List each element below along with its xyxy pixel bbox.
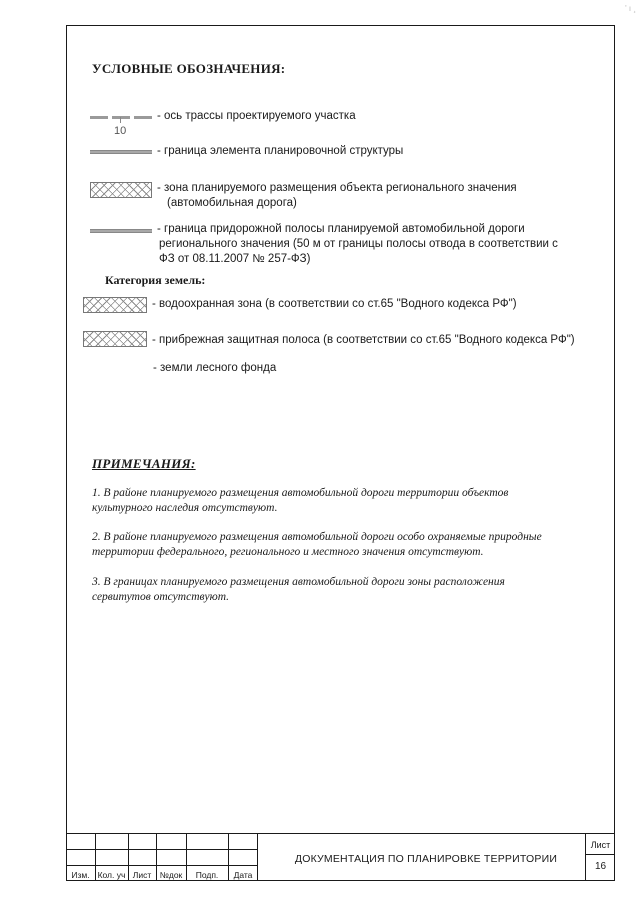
legend-axis-label: 10 [114, 125, 127, 137]
legend-item-placement-zone-line2: (автомобильная дорога) [167, 197, 297, 209]
land-categories-title: Категория земель: [105, 273, 206, 287]
corner-mark: ' ı ¸ [625, 4, 636, 13]
legend-item-axis: - ось трассы проектируемого участка [157, 110, 356, 122]
legend-item-forest-land: - земли лесного фонда [153, 362, 277, 374]
legend-item-boundary: - граница элемента планировочной структуры [157, 145, 404, 157]
title-block-col-podp: Подп. [195, 870, 219, 880]
notes-title: ПРИМЕЧАНИЯ: [92, 456, 196, 471]
title-block-col-list: Лист [132, 870, 152, 880]
note-2 [92, 530, 612, 560]
document-title: ДОКУМЕНТАЦИЯ ПО ПЛАНИРОВКЕ ТЕРРИТОРИИ [294, 853, 558, 865]
title-block-col-izm: Изм. [71, 870, 90, 880]
note-1-line1: 1. В районе планируемого размещения автомобильной дороги территории объектов [92, 487, 509, 499]
legend-item-placement-zone-line1: - зона планируемого размещения объекта регионального значения [157, 182, 517, 194]
legend-symbol-boundary [90, 150, 152, 154]
note-2-line2: территории федерального, регионального и местного значения отсутствуют. [92, 546, 484, 558]
sheet-label: Лист [590, 840, 611, 850]
sheet-box [585, 834, 615, 881]
sheet-number: 16 [594, 861, 607, 872]
title-block-col-ndok: №док [159, 870, 183, 880]
legend-symbol-roadside-boundary [90, 229, 152, 233]
note-1-line2: культурного наследия отсутствуют. [92, 502, 278, 514]
note-3-line2: сервитутов отсутствуют. [92, 591, 230, 603]
note-1 [92, 486, 612, 516]
legend-item-roadside-line3: ФЗ от 08.11.2007 № 257-ФЗ) [159, 253, 311, 265]
title-block-col-kol: Кол. уч [97, 870, 126, 880]
legend-symbol-axis [90, 114, 152, 138]
legend-item-roadside-line1: - граница придорожной полосы планируемой автомобильной дороги [157, 223, 525, 235]
legend-symbol-coastal-strip [83, 331, 147, 347]
note-3-line1: 3. В границах планируемого размещения автомобильной дороги зоны расположения [92, 576, 505, 588]
title-block-grid [66, 834, 258, 881]
legend-item-water-protection: - водоохранная зона (в соответствии со ст.65 "Водного кодекса РФ") [152, 298, 517, 310]
legend-title: УСЛОВНЫЕ ОБОЗНАЧЕНИЯ: [92, 61, 286, 76]
title-block [66, 833, 615, 881]
note-2-line1: 2. В районе планируемого размещения автомобильной дороги особо охраняемые природные [92, 531, 542, 543]
legend-item-roadside-line2: регионального значения (50 м от границы полосы отвода в соответствии с [159, 238, 558, 250]
legend-symbol-placement-zone [90, 182, 152, 198]
legend-item-coastal-strip: - прибрежная защитная полоса (в соответствии со ст.65 "Водного кодекса РФ") [152, 334, 575, 346]
note-3 [92, 575, 612, 605]
title-block-col-data: Дата [233, 870, 253, 880]
legend-symbol-water-protection [83, 297, 147, 313]
